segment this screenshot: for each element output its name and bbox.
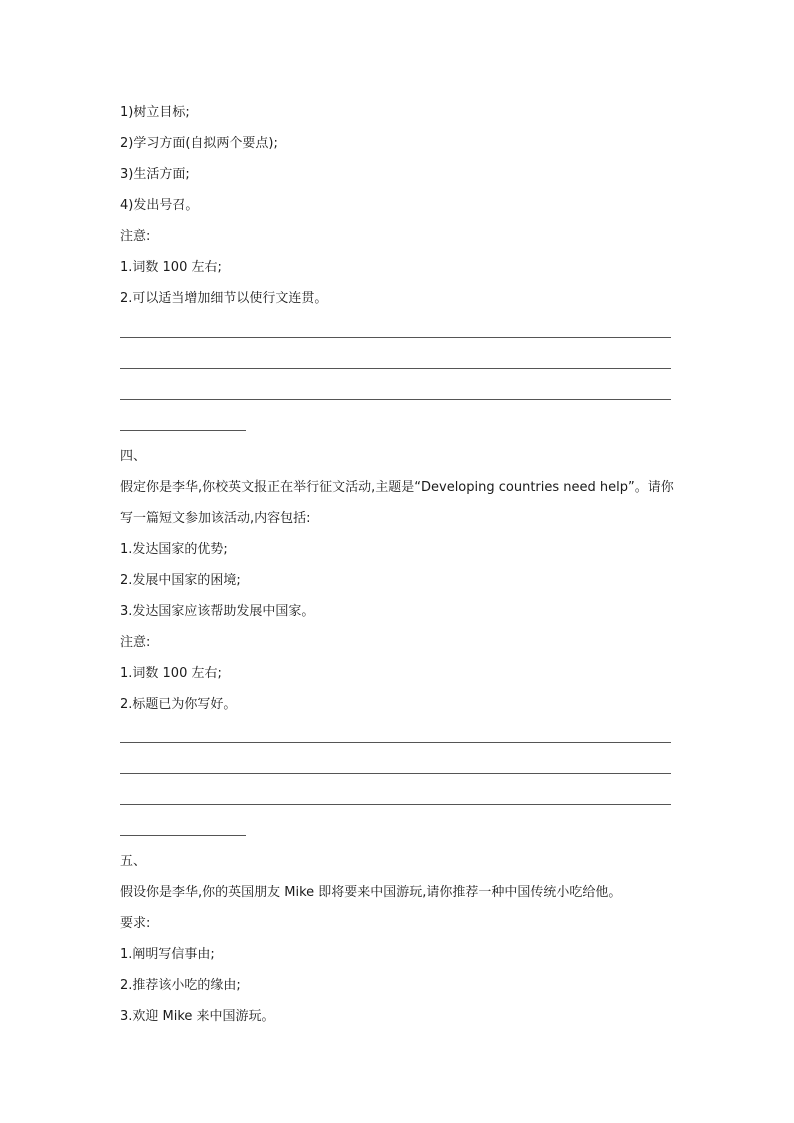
prompt-line: 假定你是李华,你校英文报正在举行征文活动,主题是“Developing countries need help”。请你 — [120, 480, 674, 495]
note-item: 1.词数 100 左右; — [120, 666, 222, 681]
outline-item: 3)生活方面; — [120, 167, 190, 182]
requirement-item: 2.推荐该小吃的缘由; — [120, 978, 241, 993]
answer-line — [120, 337, 671, 338]
note-heading: 注意: — [120, 635, 151, 650]
content-item: 1.发达国家的优势; — [120, 542, 228, 557]
answer-line — [120, 804, 671, 805]
section-number: 五、 — [120, 854, 147, 869]
content-item: 2.发展中国家的困境; — [120, 573, 241, 588]
answer-line-short — [120, 835, 246, 836]
note-item: 2.标题已为你写好。 — [120, 697, 237, 712]
prompt-line: 写一篇短文参加该活动,内容包括: — [120, 511, 311, 526]
outline-item: 1)树立目标; — [120, 105, 190, 120]
note-item: 2.可以适当增加细节以使行文连贯。 — [120, 291, 328, 306]
note-heading: 注意: — [120, 229, 151, 244]
answer-line — [120, 368, 671, 369]
content-item: 3.发达国家应该帮助发展中国家。 — [120, 604, 315, 619]
requirement-item: 3.欢迎 Mike 来中国游玩。 — [120, 1009, 275, 1024]
answer-line — [120, 773, 671, 774]
requirements-heading: 要求: — [120, 916, 151, 931]
answer-line — [120, 742, 671, 743]
section-number: 四、 — [120, 449, 147, 464]
prompt-line: 假设你是李华,你的英国朋友 Mike 即将要来中国游玩,请你推荐一种中国传统小吃给他。 — [120, 885, 622, 900]
answer-line-short — [120, 430, 246, 431]
note-item: 1.词数 100 左右; — [120, 260, 222, 275]
outline-item: 4)发出号召。 — [120, 198, 199, 213]
requirement-item: 1.阐明写信事由; — [120, 947, 215, 962]
answer-line — [120, 399, 671, 400]
outline-item: 2)学习方面(自拟两个要点); — [120, 136, 278, 151]
